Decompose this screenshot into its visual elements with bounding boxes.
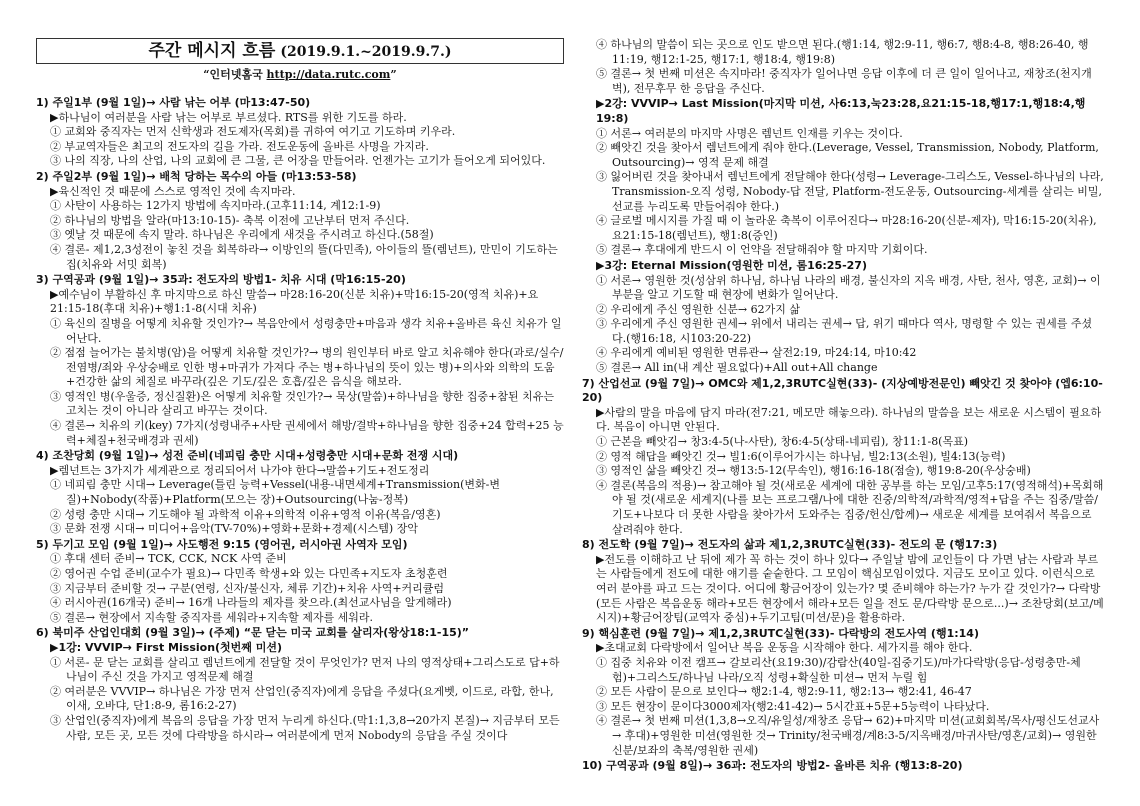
section-item: ① 서론- 문 닫는 교회를 살리고 렘넌트에게 전달할 것이 무엇인가? 먼저 나의 영적상태+그리스도로 답+하나님이 주신 것을 가지고 영적문제 해결 bbox=[50, 655, 560, 684]
section bbox=[582, 759, 1104, 774]
section-intro: ▶렘넌트는 3가지가 세계관으로 정리되어서 나가야 한다→말씀+기도+전도정리 bbox=[50, 463, 430, 477]
section-item: ⑤ 결론→ 첫 번째 미션은 속지마라! 중직자가 일어나면 응답 이후에 더 큰 일이 일어나고, 재창조(천지개벽), 전무후무 한 응답을 주신다. bbox=[596, 67, 1092, 95]
section-intro: ▶초대교회 다락방에서 일어난 복음 운동을 시작해야 한다. 세가지를 해야 한다. bbox=[596, 641, 973, 655]
section-item: ④ 결론→ 치유의 키(key) 7가지(성령내주+사탄 권세에서 해방/결박+하나님을 향한 집중+24 합력+25 능력+체질+천국배경과 권세) bbox=[50, 419, 564, 447]
section-item: ④ 하나님의 말씀이 되는 곳으로 인도 받으면 된다.(행1:14, 행2:9-11, 행6:7, 행8:4-8, 행8:26-40, 행11:19, 행12:1-25, 행17:1, 행18:4, 행19:8) bbox=[596, 38, 1089, 66]
section-item: ③ 나의 직장, 나의 산업, 나의 교회에 큰 그물, 큰 어장을 만들어라. 언젠가는 고기가 들어오게 되어있다. bbox=[50, 154, 546, 168]
section-item: ③ 모든 현장이 문이다3000제자(행2:41-42)→ 5시간표+5문+5능력이 나타났다. bbox=[596, 699, 990, 713]
section-intro: ▶사람의 말을 마음에 담지 마라(전7:21, 메모만 해놓으라). 하나님의 말씀을 보는 새로운 시스템이 필요하다. 복음이 아니면 안된다. bbox=[596, 405, 1102, 434]
section-subheading: ▶2강: VVVIP→ Last Mission(마지막 미션, 사6:13,눅23:28,요21:15-18,행17:1,행18:4,행19:8) bbox=[596, 97, 1086, 125]
section-item: ④ 러시아권(16개국) 준비→ 16개 나라들의 제자를 찾으라.(최선교사님을 알게해라) bbox=[50, 596, 452, 610]
section bbox=[582, 627, 1104, 758]
section-item: ① 근본을 빼앗김→ 창3:4-5(나-사탄), 창6:4-5(상태-네피림), 창11:1-8(목표) bbox=[596, 435, 969, 449]
title-box bbox=[36, 38, 564, 64]
section-item: ④ 우리에게 예비된 영원한 면류관→ 살전2:19, 마24:14, 마10:42 bbox=[596, 346, 917, 360]
section-item: ① 육신의 질병을 어떻게 치유할 것인가?→ 복음안에서 성령충만+마음과 생각 치유+올바른 육신 치유가 일어난다. bbox=[50, 316, 562, 345]
section-intro: ▶예수님이 부활하신 후 마지막으로 하신 말씀→ 마28:16-20(신분 치유)+막16:15-20(영적 치유)+요21:15-18(후대 치유)+행1:1-8(시대 치유) bbox=[50, 287, 539, 316]
section-item: ④ 결론→ 첫 번째 미션(1,3,8→오직/유일성/재창조 응답→ 62)+마지막 미션(교회회복/목사/평신도선교사→ 후대)+영원한 미션(영원한 것→ Trinity/천국배경/계8:3-5/지옥배경/마귀사탄/영혼/교회)→ 영원한 신분/보좌의 축복/영원한 권세) bbox=[596, 714, 1100, 757]
section bbox=[36, 538, 564, 626]
section bbox=[582, 377, 1104, 538]
section-item: ② 영어권 수업 준비(교수가 필요)→ 다민족 학생+와 있는 다민족+지도자 초청훈련 bbox=[50, 567, 448, 580]
section-item: ⑤ 결론→ 현장에서 지속할 중직자를 세워라+지속할 제자를 세워라. bbox=[50, 610, 374, 624]
page-title: 주간 메시지 흐름 bbox=[148, 41, 276, 61]
section-item: ① 서론→ 영원한 것(성삼위 하나님, 하나님 나라의 배경, 불신자의 지옥 배경, 사탄, 천사, 영혼, 교회)→ 이 부분을 알고 기도할 때 현장에 변화가 일어난다. bbox=[596, 273, 1101, 302]
title-date: (2019.9.1.~2019.9.7.) bbox=[280, 44, 452, 60]
section bbox=[36, 273, 564, 448]
section-heading: 1) 주일1부 (9월 1일)→ 사람 낚는 어부 (마13:47-50) bbox=[36, 96, 311, 109]
section-item: ② 우리에게 주신 영원한 신분→ 62가지 삶 bbox=[596, 302, 800, 316]
section-item: ③ 문화 전쟁 시대→ 미디어+음악(TV-70%)+영화+문화+경제(시스템) 장악 bbox=[50, 522, 418, 536]
left-column bbox=[36, 96, 564, 744]
section-item: ① 사탄이 사용하는 12가지 방법에 속지마라.(고후11:14, 계12:1-9) bbox=[50, 199, 381, 213]
section-item: ③ 영적인 삶을 빼앗긴 것→ 행13:5-12(무속인), 행16:16-18(점술), 행19:8-20(우상숭배) bbox=[596, 464, 1031, 478]
subtitle-suffix: ” bbox=[390, 68, 397, 81]
section bbox=[36, 96, 564, 169]
section-item: ① 집중 치유와 이전 캠프→ 갈보리산(요19:30)/감람산(40일-집중기도)/마가다락방(응답-성령충만-체험)+그리스도/하나님 나라/오직 성령+확실한 미션→ 먼저 누릴 힘 bbox=[596, 655, 1081, 684]
section-item: ② 부교역자들은 최고의 전도자의 길을 가라. 전도운동에 올바른 사명을 가지라. bbox=[50, 139, 429, 153]
section-item: ④ 글로벌 메시지를 가질 때 이 놀라운 축복이 이루어진다→ 마28:16-20(신분-제자), 막16:15-20(치유), 요21:15-18(렘넌트), 행1:8(증인) bbox=[596, 214, 1097, 242]
section-item: ② 모든 사람이 문으로 보인다→ 행2:1-4, 행2:9-11, 행2:13→ 행2:41, 46-47 bbox=[596, 685, 972, 699]
section-heading: 9) 핵심훈련 (9월 7일)→ 제1,2,3RUTC실현(33)- 다락방의 전도사역 (행1:14) bbox=[582, 626, 979, 640]
section-item: ② 점점 늘어가는 불치병(암)을 어떻게 치유할 것인가?→ 병의 원인부터 바로 알고 치유해야 한다(과로/실수/전염병/죄와 우상숭배로 인한 병+마귀가 가져다 주는 병+하나님의 뜻이 있는 병)+의사와 의학의 도움+건강한 삶의 체질로 바꾸라(깊은 기도/깊은 호흡/깊은 음식을 해보라. bbox=[50, 346, 564, 389]
section-heading: 7) 산업선교 (9월 7일)→ OMC와 제1,2,3RUTC실현(33)- (지상예방전문인) 빼앗긴 것 찾아야 (엡6:10-20) bbox=[582, 376, 1103, 405]
section-item: ③ 산업인(중직자)에게 복음의 응답을 가장 먼저 누리게 하신다.(막1:1,3,8→20가지 본질)→ 지금부터 모든 사람, 모든 곳, 모든 것에 다락방을 하시라→ 여러분에게 먼저 Nobody의 응답을 주실 것이다 bbox=[50, 713, 560, 742]
section-heading: 3) 구역공과 (9월 1일)→ 35과: 전도자의 방법1- 치유 시대 (막16:15-20) bbox=[36, 273, 406, 287]
section-item: ③ 영적인 병(우울증, 정신질환)은 어떻게 치유할 것인가?→ 묵상(말씀)+하나님을 향한 집중+참된 치유는 고치는 것이 아니라 살리고 바꾸는 것이다. bbox=[50, 389, 554, 418]
section-item: ② 빼앗긴 것을 찾아서 렘넌트에게 줘야 한다.(Leverage, Vessel, Transmission, Nobody, Platform, Outsourcing)→ 영적 문제 해결 bbox=[596, 141, 1099, 169]
section-heading: 5) 두기고 모임 (9월 1일)→ 사도행전 9:15 (영어권, 러시아권 사역자 모임) bbox=[36, 537, 408, 551]
section bbox=[36, 626, 564, 743]
section-item: ① 후대 센터 준비→ TCK, CCK, NCK 사역 준비 bbox=[50, 552, 287, 566]
section-intro: ▶육신적인 것 때문에 스스로 영적인 것에 속지마라. bbox=[50, 184, 296, 198]
section-heading: 2) 주일2부 (9월 1일)→ 배척 당하는 목수의 아들 (마13:53-58) bbox=[36, 169, 357, 183]
section-item: ③ 지금부터 준비할 것→ 구분(연령, 신자/불신자, 체류 기간)+치유 사역+커리큘럼 bbox=[50, 581, 445, 595]
section bbox=[36, 170, 564, 272]
section-item: ② 영적 해답을 빼앗긴 것→ 빌1:6(이루어가시는 하나님, 빌2:13(소원), 빌4:13(능력) bbox=[596, 449, 1006, 463]
section-item: ⑤ 결론→ All in(내 계산 필요없다)+All out+All change bbox=[596, 361, 878, 375]
section bbox=[582, 259, 1104, 376]
section-intro: ▶하나님이 여러분을 사람 낚는 어부로 부르셨다. RTS를 위한 기도를 하라. bbox=[50, 110, 407, 124]
section bbox=[582, 38, 1104, 96]
subtitle-url[interactable]: http://data.rutc.com bbox=[266, 68, 391, 81]
section-item: ③ 옛날 것 때문에 속지 말라. 하나님은 우리에게 새것을 주시려고 하신다.(58절) bbox=[50, 228, 434, 242]
section-heading: 6) 북미주 산업인대회 (9월 3일)→ (주제) “문 닫는 미국 교회를 살리자(왕상18:1-15)” bbox=[36, 626, 470, 640]
section-item: ① 서론→ 여러분의 마지막 사명은 렘넌트 인재를 키우는 것이다. bbox=[596, 126, 903, 140]
subtitle bbox=[36, 66, 564, 82]
section-item: ① 네피림 충만 시대→ Leverage(틀린 능력+Vessel(내용-내면세계+Transmission(변화-변질)+Nobody(작품)+Platform(모으는 장)+Outsourcing(나눔-정복) bbox=[50, 478, 500, 507]
subtitle-prefix: “인터넷홈국 bbox=[203, 68, 267, 81]
section-item: ③ 우리에게 주신 영원한 권세→ 위에서 내리는 권세→ 답, 위기 때마다 역사, 명령할 수 있는 권세를 주셨다.(행16:18, 시103:20-22) bbox=[596, 317, 1093, 345]
section-item: ④ 결론- 제1,2,3성전이 놓친 것을 회복하라→ 이방인의 뜰(다민족), 아이들의 뜰(렘넌트), 만민이 기도하는 집(치유와 서밋 회복) bbox=[50, 242, 558, 271]
section bbox=[582, 97, 1104, 258]
right-column bbox=[582, 38, 1104, 775]
section-item: ④ 결론(복음의 적용)→ 참고해야 될 것(새로운 세계에 대한 공부를 하는 모임/고후5:17(영적해석)+목회해야 될 것(새로운 세계지(나를 보는 프로그램/나에 대한 진중/의학적/과학적/영적+답을 주는 집중/말씀/기도+나보다 더 못한 사람을 찾아가서 도와주는 집중/헌신/합께)→ 새로운 세계를 보여줘서 복음으로 살려줘야 한다. bbox=[596, 478, 1104, 536]
section bbox=[36, 449, 564, 537]
section-heading: 10) 구역공과 (9월 8일)→ 36과: 전도자의 방법2- 올바른 치유 (행13:8-20) bbox=[582, 759, 963, 773]
section-item: ② 여러분은 VVVIP→ 하나님은 가장 먼저 산업인(중직자)에게 응답을 주셨다(요게벳, 이드로, 라합, 한나, 이새, 오바댜, 단1:8-9, 롬16:2-27) bbox=[50, 684, 554, 713]
section-subheading: ▶3강: Eternal Mission(영원한 미션, 롬16:25-27) bbox=[596, 258, 867, 272]
section-item: ② 하나님의 방법을 알라(마13:10-15)- 축복 이전에 고난부터 먼저 주신다. bbox=[50, 213, 410, 227]
section-item: ① 교회와 중직자는 먼저 신학생과 전도제자(목회)를 귀하여 여기고 기도하며 키우라. bbox=[50, 125, 456, 139]
section bbox=[582, 538, 1104, 626]
section-item: ③ 잃어버린 것을 찾아내서 렘넌트에게 전달해야 한다(성령→ Leverage-그리스도, Vessel-하나님의 나라, Transmission-오직 성령, Nobody-답 전달, Platform-전도운동, Outsourcing-세계를 살리는 비밀, 선교를 누리도록 만들어줘야 한다.) bbox=[596, 170, 1104, 213]
section-item: ② 성령 충만 시대→ 기도해야 될 과학적 이유+의학적 이유+영적 이유(복음/영혼) bbox=[50, 507, 441, 521]
section-heading: 4) 조찬당회 (9월 1일)→ 성전 준비(네피림 충만 시대+성령충만 시대+문화 전쟁 시대) bbox=[36, 449, 459, 463]
section-subheading: ▶1강: VVVIP→ First Mission(첫번째 미션) bbox=[50, 640, 283, 654]
section-heading: 8) 전도학 (9월 7일)→ 전도자의 삶과 제1,2,3RUTC실현(33)- 전도의 문 (행17:3) bbox=[582, 538, 998, 552]
section-intro: ▶전도를 이해하고 난 뒤에 제가 꼭 하는 것이 하나 있다→ 주일날 밤에 교인들이 다 가면 남는 사람과 부르는 사람들에게 전도에 대한 얘기를 숱숱한다. 그 모임이 핵심모임이었다. 지금도 모이고 있다. 이런식으로 여러 분야를 파고 드는 것이다. 어디에 황금어장이 있는가? 몇 준비해야 하는가? 누가 갈 것인가?→ 다락방(모든 사람은 복음운동 해라+모든 현장에서 해라+모든 일을 전도 문/다락방 문으로...)→ 조찬당회(보고/메시지)+황금어장팀(교역자 중심)+두기고팀(미션/문)을 활용하라. bbox=[596, 552, 1104, 625]
section-item: ⑤ 결론→ 후대에게 반드시 이 언약을 전달해줘야 할 마지막 기회이다. bbox=[596, 243, 928, 257]
